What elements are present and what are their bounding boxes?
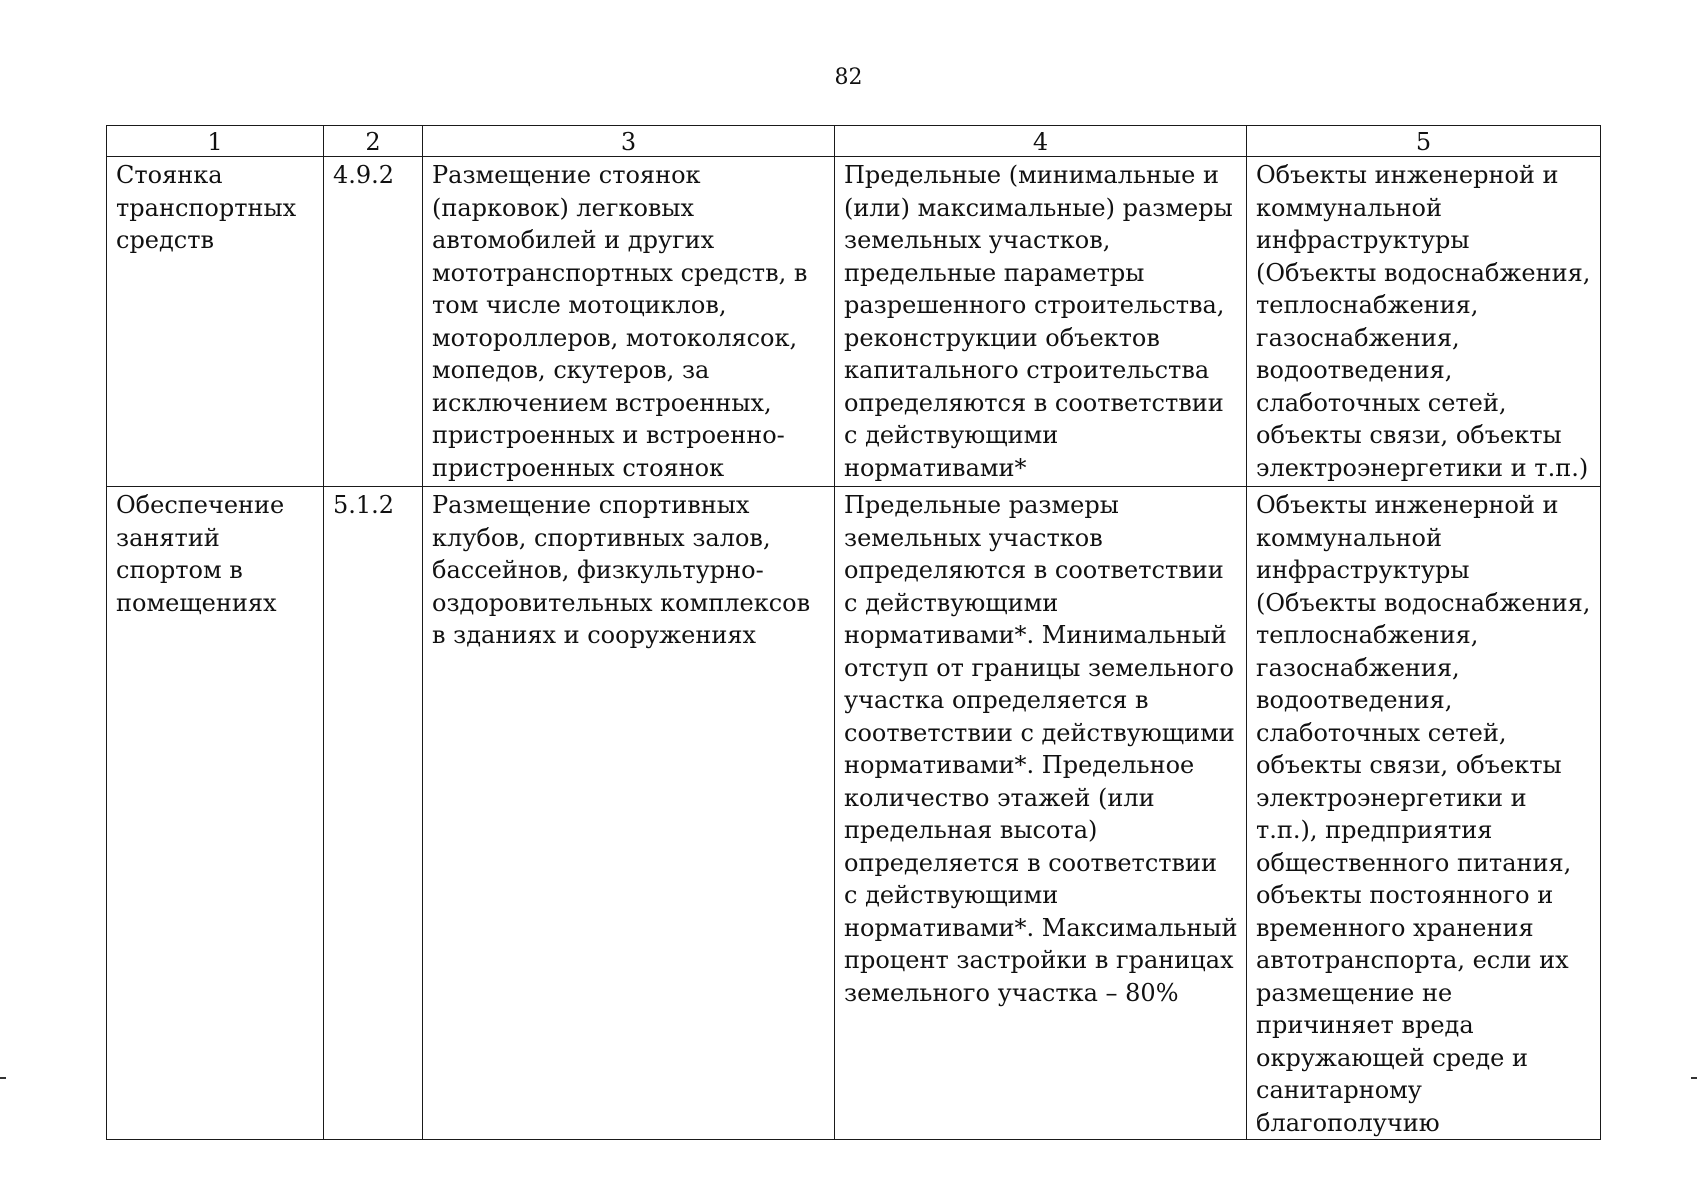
scan-margin-mark <box>0 1077 6 1079</box>
header-cell-5: 5 <box>1247 126 1601 157</box>
page-number-text: 82 <box>834 65 863 90</box>
use-code-cell <box>324 487 423 1140</box>
use-parameters: Предельные (минимальные и (или) максимальные) размеры земельных участков, предельные параметры разрешенного строительства, реконструкции объектов капитального строительства определяются в соответствии с действующими нормативами* <box>844 161 1233 482</box>
related-objects-cell <box>1247 487 1601 1140</box>
page-number <box>0 66 1697 90</box>
header-cell-2: 2 <box>324 126 423 157</box>
table-row <box>107 157 1601 487</box>
use-name-cell <box>107 487 324 1140</box>
use-code: 4.9.2 <box>333 161 395 189</box>
use-name-cell <box>107 157 324 487</box>
header-cell-1: 1 <box>107 126 324 157</box>
land-use-table <box>106 125 1601 1140</box>
use-code: 5.1.2 <box>333 491 395 519</box>
use-parameters: Предельные размеры земельных участков определяются в соответствии с действующими нормативами*. Минимальный отступ от границы земельного участка определяется в соответствии с действующими нормативами*. Предельное количество этажей (или предельная высота) определяется в соответствии с действующими нормативами*. Максимальный процент застройки в границах земельного участка – 80% <box>844 491 1238 1007</box>
related-objects: Объекты инженерной и коммунальной инфраструктуры (Объекты водоснабжения, теплоснабжения, газоснабжения, водоотведения, слаботочных сетей, объекты связи, объекты электроэнергетики и т.п.) <box>1256 161 1591 482</box>
header-cell-4: 4 <box>835 126 1247 157</box>
table-row <box>107 487 1601 1140</box>
use-description: Размещение стоянок (парковок) легковых автомобилей и других мототранспортных средств, в том числе мотоциклов, мотороллеров, мотоколясок, мопедов, скутеров, за исключением встроенных, пристроенных и встроенно-пристроенных стоянок <box>432 161 808 482</box>
use-parameters-cell <box>835 487 1247 1140</box>
use-name: Стоянка транспортных средств <box>116 161 297 254</box>
use-parameters-cell <box>835 157 1247 487</box>
header-cell-3: 3 <box>423 126 835 157</box>
use-description: Размещение спортивных клубов, спортивных залов, бассейнов, физкультурно-оздоровительных комплексов в зданиях и сооружениях <box>432 491 811 649</box>
use-description-cell <box>423 157 835 487</box>
use-description-cell <box>423 487 835 1140</box>
scan-margin-mark <box>1691 1077 1697 1079</box>
related-objects: Объекты инженерной и коммунальной инфраструктуры (Объекты водоснабжения, теплоснабжения, газоснабжения, водоотведения, слаботочных сетей, объекты связи, объекты электроэнергетики и т.п.), предприятия общественного питания, объекты постоянного и временного хранения автотранспорта, если их размещение не причиняет вреда окружающей среде и санитарному благополучию <box>1256 491 1591 1137</box>
use-code-cell <box>324 157 423 487</box>
table-header-row <box>107 126 1601 157</box>
related-objects-cell <box>1247 157 1601 487</box>
use-name: Обеспечение занятий спортом в помещениях <box>116 491 285 617</box>
